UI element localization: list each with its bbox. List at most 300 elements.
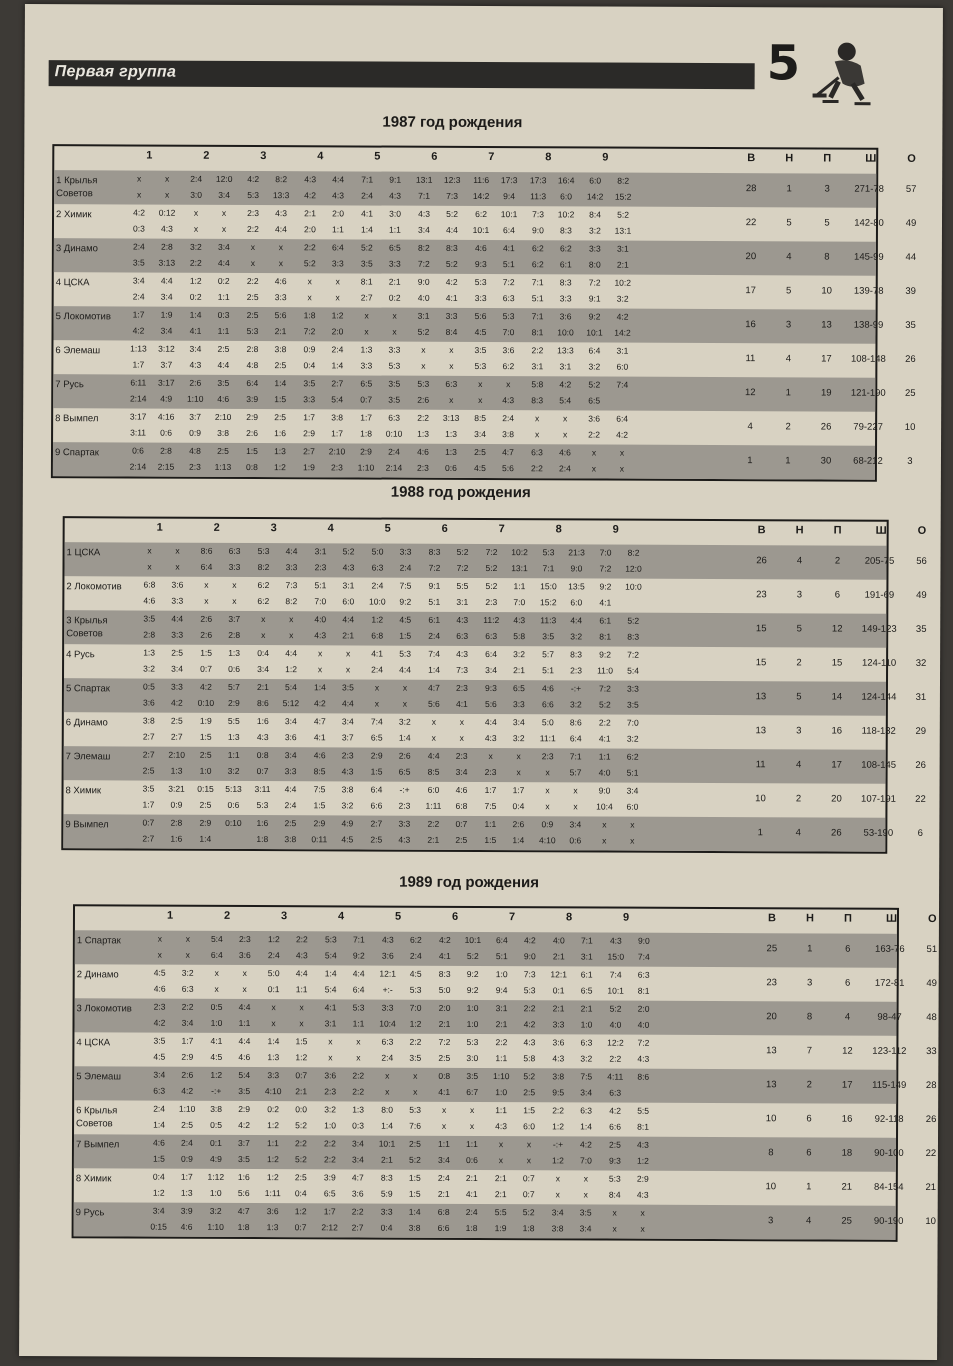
score-cell: 5:1 [542,665,554,676]
score-cell: х [242,983,247,994]
score-cell: 4:5 [341,834,354,845]
score-cell: 2:0 [438,1002,451,1013]
score-cell: 0:9 [541,819,554,830]
stat-value: 3 [796,725,802,737]
score-cell: 2:2 [495,1037,508,1048]
team-name: 5 Элемаш [76,1071,122,1083]
score-cell: х [602,819,607,830]
score-cell: 3:4 [218,189,231,200]
score-cell: 5:3 [542,547,555,558]
score-cell: 2:5 [274,360,287,371]
score-cell: х [364,310,369,321]
stat-value: 21 [841,1181,853,1193]
score-cell: 11:3 [530,191,547,202]
score-cell: 2:6 [200,629,213,640]
score-cell: 5:3 [608,1173,621,1184]
score-cell: 4:6 [238,1051,251,1062]
score-cell: 2:6 [181,1069,194,1080]
score-cell: х [250,241,256,253]
score-cell: 1:1 [389,224,401,235]
stat-value: 44 [905,251,917,263]
team-name: 7 Вымпел [75,1139,120,1151]
score-cell: 6:1 [580,969,593,980]
score-cell: х [488,751,493,762]
score-cell: -:+ [552,1139,564,1150]
score-cell: 4:3 [456,648,469,659]
score-cell: 3:1 [616,243,629,254]
score-cell: 1:5 [152,1153,165,1164]
score-cell: 9:1 [428,580,441,591]
score-cell: 2:2 [531,345,544,356]
score-cell: 2:7 [170,731,183,742]
score-cell: 9:4 [503,191,516,202]
score-cell: 8:3 [560,225,572,236]
score-cell: х [374,698,380,709]
score-cell: 8:3 [559,277,572,288]
score-cell: 3:7 [189,411,202,422]
score-cell: х [374,682,380,693]
score-cell: 6:0 [570,597,583,608]
score-cell: 5:4 [285,682,297,693]
score-cell: 3:8 [284,834,297,845]
table-header-row [75,906,937,934]
stat-value: 22 [745,217,757,229]
column-number: 7 [508,911,516,924]
score-cell: 2:5 [217,343,230,354]
score-cell: 3:4 [132,275,145,286]
column-number: 6 [451,910,459,923]
score-cell: 2:2 [323,1154,336,1165]
stat-value: 49 [905,217,917,229]
section-header-bar [49,60,755,89]
team-name: 2 Динамо [76,969,119,981]
score-cell: х [232,579,237,590]
score-cell: 10:4 [379,1018,396,1029]
stat-value: 10 [755,793,766,805]
score-cell: х [364,326,369,337]
score-cell: 4:3 [381,934,394,945]
score-cell: 6:2 [409,934,422,945]
score-cell: 4:2 [616,311,629,322]
stat-value: 4 [786,251,792,263]
score-cell: 1:6 [274,428,287,439]
score-cell: 3:4 [437,1154,450,1165]
score-cell: 2:2 [189,257,202,268]
score-cell: х [221,207,227,218]
score-cell: х [278,258,283,269]
score-cell: 7:3 [523,969,536,980]
stat-value: 53-190 [863,827,894,839]
score-cell: 7:5 [399,580,412,591]
score-cell: 3:5 [474,344,487,356]
score-cell: 6:3 [502,293,515,304]
score-cell: 2:2 [295,1138,307,1149]
score-cell: 5:3 [399,648,412,659]
score-cell: 3:2 [589,225,601,236]
stat-value: 13 [766,1045,777,1057]
score-cell: 10:1 [464,934,482,946]
score-cell: 21:3 [568,547,585,558]
column-number: 3 [280,910,288,923]
score-cell: 0:7 [200,663,212,674]
team-name: 7 Русь [55,379,84,391]
score-cell: 3:5 [143,613,156,624]
score-cell: 4:4 [352,968,365,979]
score-cell: 5:6 [501,463,514,474]
page-number: 5 [766,35,801,92]
score-cell: 14:2 [586,191,604,202]
score-cell: 9:0 [637,935,650,946]
score-cell: 2:2 [552,1105,565,1116]
score-cell: 2:5 [199,799,212,810]
score-cell: 3:2 [616,293,629,304]
score-cell: 13:1 [511,563,528,574]
score-cell: х [441,1120,447,1131]
score-cell: 3:6 [351,1188,364,1199]
score-cell: 1:4 [428,664,440,675]
score-cell: 1:2 [267,1120,279,1131]
stat-value: 121-190 [850,387,886,399]
score-cell: 14:2 [472,190,490,202]
score-cell: 1:1 [332,224,344,235]
score-cell: 4:6 [313,750,326,761]
column-number: 3 [270,522,277,535]
score-cell: 3:3 [559,293,572,304]
score-cell: 5:0 [371,546,384,557]
score-cell: 7:4 [428,648,441,659]
score-cell: х [402,682,408,693]
score-cell: 3:4 [217,241,230,252]
score-cell: 5:6 [237,1187,250,1198]
stat-value: 26 [905,353,916,365]
score-cell: х [563,413,568,424]
stat-column-header: Н [785,152,794,165]
score-cell: 6:1 [559,259,572,270]
score-cell: 1:7 [303,412,316,423]
score-cell: 3:7 [228,613,241,624]
score-cell: 5:3 [388,360,401,371]
score-cell: 2:7 [331,378,344,389]
score-cell: 6:0 [523,1121,535,1132]
score-cell: х [591,447,597,458]
score-cell: 3:1 [616,345,629,356]
score-cell: 2:2 [324,1138,336,1149]
stat-value: 5 [786,217,792,229]
score-cell: 4:2 [523,935,536,946]
score-cell: 9:0 [523,951,536,962]
score-cell: 1:4 [153,1119,165,1130]
score-cell: х [307,292,312,303]
score-cell: 5:0 [438,984,451,995]
score-cell: 4:6 [153,1137,165,1148]
score-cell: 1:5 [295,1036,308,1047]
score-cell: 7:2 [502,277,515,288]
score-cell: 2:3 [341,750,354,761]
stat-value: 142-80 [854,217,884,229]
score-cell: 13:5 [568,581,585,592]
score-cell: 6:0 [626,801,639,812]
score-cell: 1:4 [274,378,287,389]
score-cell: х [459,716,464,727]
score-cell: 0:9 [180,1153,193,1164]
score-cell: 5:3 [324,934,337,945]
score-cell: 0:4 [152,1171,165,1182]
score-cell: 10:2 [511,547,528,558]
score-cell: х [193,223,199,234]
score-cell: 5:7 [542,649,555,660]
score-cell: 4:0 [598,767,611,778]
score-cell: 4:3 [495,1121,507,1132]
score-cell: 5:7 [228,681,240,692]
score-cell: 3:1 [314,546,327,557]
score-cell: 2:5 [199,749,212,760]
score-cell: 3:5 [409,1052,422,1063]
score-cell: 3:8 [552,1071,565,1082]
score-cell: 3:3 [381,1002,394,1013]
score-cell: х [545,785,550,796]
stat-value: 8 [768,1147,774,1159]
score-cell: 3:0 [389,208,401,219]
score-cell: 3:8 [331,412,344,423]
score-cell: 4:4 [570,615,583,626]
table-row [63,814,924,852]
score-cell: 6:2 [559,243,572,254]
score-cell: 3:2 [569,699,582,710]
score-cell: 3:2 [143,663,155,674]
stat-value: 33 [926,1045,937,1057]
stat-value: 4 [795,759,802,771]
score-cell: 1:5 [408,1188,421,1199]
score-cell: 7:3 [285,580,298,591]
score-cell: 7:3 [456,664,468,675]
score-cell: 1:9 [160,309,173,320]
score-cell: 8:6 [256,698,269,709]
score-cell: 0:5 [210,1119,222,1130]
score-cell: х [335,276,340,287]
stat-value: 25 [766,943,778,955]
score-cell: 1:4 [381,1120,393,1131]
score-cell: 3:13 [158,257,176,268]
stat-value: 98-47 [877,1011,902,1023]
score-cell: 4:5 [399,614,412,625]
stat-column-header: О [907,152,916,165]
score-cell: 1:5 [199,731,212,742]
score-cell: 0:5 [210,1001,223,1012]
stat-value: 12 [831,623,843,635]
table-row [74,1202,936,1240]
table-row [54,272,917,310]
score-cell: 2:1 [495,1019,508,1030]
score-cell: 10:2 [557,209,575,220]
stat-value: 191-69 [864,589,895,601]
score-cell: 2:3 [455,750,468,761]
score-cell: 4:3 [552,1053,565,1064]
score-cell: 6:5 [398,766,411,777]
stat-value: 11 [745,353,756,365]
score-cell: 1:9 [199,715,212,726]
score-cell: 5:2 [588,379,601,390]
score-cell: 0:6 [465,1154,478,1165]
score-cell: 0:6 [227,799,240,810]
score-cell: 4:3 [484,733,497,744]
score-cell: 5:1 [531,293,544,304]
score-cell: 5:5 [456,580,469,591]
score-cell: х [498,1155,504,1166]
score-cell: 1:0 [199,765,212,776]
score-cell: 6:4 [331,242,344,253]
score-cell: х [545,801,550,812]
score-cell: 2:9 [636,1173,649,1184]
stat-value: 13 [755,725,767,737]
score-cell: 5:4 [210,933,223,944]
score-cell: 0:15 [197,783,214,794]
team-name: 6 Элемаш [55,345,101,357]
table-row [54,204,917,242]
score-cell: 8:3 [531,395,544,406]
score-cell: 11:2 [483,615,500,626]
score-cell: 7:2 [456,562,469,573]
score-cell: 3:3 [512,699,525,710]
column-number: 8 [545,151,552,164]
score-cell: 5:3 [257,546,270,557]
score-cell: 2:9 [199,817,212,828]
score-cell: 3:4 [189,343,202,354]
score-cell: 0:4 [380,1222,393,1233]
score-cell: 7:1 [531,311,544,322]
score-cell: 6:4 [200,561,213,572]
stat-value: 6 [834,589,841,601]
score-cell: 0:4 [294,1188,307,1199]
stat-column-header: Ш [865,152,877,165]
score-cell: 2:9 [227,697,240,708]
score-cell: 2:4 [428,630,441,641]
score-cell: 5:4 [238,1069,251,1080]
stat-value: 49 [916,589,927,601]
score-cell: 3:4 [485,665,497,676]
score-cell: 1:10 [186,393,204,404]
score-cell: 1:1 [295,984,308,995]
score-cell: 4:6 [559,447,571,458]
score-cell: 1:1 [513,581,526,592]
score-cell: 2:7 [142,833,155,844]
score-cell: 2:1 [380,1154,393,1165]
score-cell: 1:2 [152,1187,165,1198]
stat-value: 3 [907,455,913,467]
score-cell: 1:5 [200,647,213,658]
team-name: 8 Химик [75,1173,112,1185]
stat-value: 26 [831,827,842,839]
stat-value: 2 [834,555,841,567]
score-cell: 6:2 [626,751,639,762]
score-cell: 4:7 [351,1172,364,1183]
score-cell: 6:2 [257,596,270,607]
stat-value: 108-145 [861,759,897,771]
score-cell: 6:2 [257,580,270,591]
score-cell: х [289,630,294,641]
score-cell: 10:0 [625,581,642,592]
stat-value: 271-78 [854,183,884,195]
score-cell: 7:6 [409,1120,421,1131]
score-cell: 1:3 [266,1222,279,1233]
stat-value: 15 [755,657,767,669]
score-cell: 0:2 [217,275,230,286]
score-cell: 7:0 [409,1002,422,1013]
stat-value: 56 [916,555,927,567]
score-cell: 4:2 [616,429,629,440]
score-cell: 4:6 [474,242,487,254]
score-cell: 1:2 [285,664,297,675]
score-cell: 5:13 [225,783,242,794]
score-cell: 0:10 [225,817,242,828]
score-cell: 2:7 [142,731,155,742]
team-name: 2 Локомотив [66,581,122,593]
stat-value: 35 [905,319,916,331]
score-cell: 1:0 [324,1120,336,1131]
stat-column-header: П [823,152,832,165]
table-title: 1987 год рождения [382,113,523,132]
score-cell: 1:7 [142,799,155,810]
score-cell: х [402,698,408,709]
table-header-row [54,146,916,174]
score-cell: х [431,716,436,727]
score-cell: 7:5 [484,801,497,812]
score-cell: 3:6 [284,732,297,743]
column-number: 2 [203,149,210,162]
score-cell: х [165,173,170,184]
score-cell: 2:8 [246,343,259,355]
score-cell: 5:6 [427,698,440,709]
score-cell: 3:4 [512,717,525,728]
score-cell: 3:3 [171,681,183,692]
score-cell: 5:8 [513,631,526,642]
score-cell: 3:4 [455,766,468,777]
stat-value: 1 [747,455,753,467]
score-cell: 9:0 [532,225,544,236]
score-cell: 9:1 [588,293,601,304]
score-cell: 0:7 [142,817,155,828]
team-name: 1 ЦСКА [66,547,101,559]
score-cell: 2:1 [388,276,401,287]
score-cell: 1:7 [132,359,145,370]
score-cell: 4:1 [324,1002,337,1013]
score-cell: 9:2 [466,968,479,979]
stat-value: 145-99 [854,251,884,263]
score-cell: 3:4 [580,1087,593,1098]
score-cell: 2:7 [351,1222,364,1233]
score-cell: 0:9 [303,344,316,355]
score-cell: 4:1 [313,732,326,743]
score-cell: 1:1 [352,1018,365,1029]
score-cell: 2:5 [171,647,184,658]
table-row [54,238,917,276]
score-cell: 9:2 [588,311,601,322]
column-number: 5 [384,522,391,535]
stat-value: 12 [842,1045,853,1057]
score-cell: х [278,242,284,253]
score-cell: 1:6 [237,1171,250,1182]
column-number: 1 [156,521,163,534]
score-cell: 3:6 [502,345,515,356]
stat-value: 26 [915,759,926,771]
column-number: 4 [317,150,324,163]
stat-column-header: Н [805,912,814,925]
score-cell: 7:2 [417,258,430,269]
score-cell: 3:8 [210,1103,223,1114]
score-cell: 7:4 [609,969,622,980]
score-cell: 4:6 [153,983,166,994]
score-cell: 3:5 [542,631,555,642]
score-cell: 0:8 [245,461,258,473]
